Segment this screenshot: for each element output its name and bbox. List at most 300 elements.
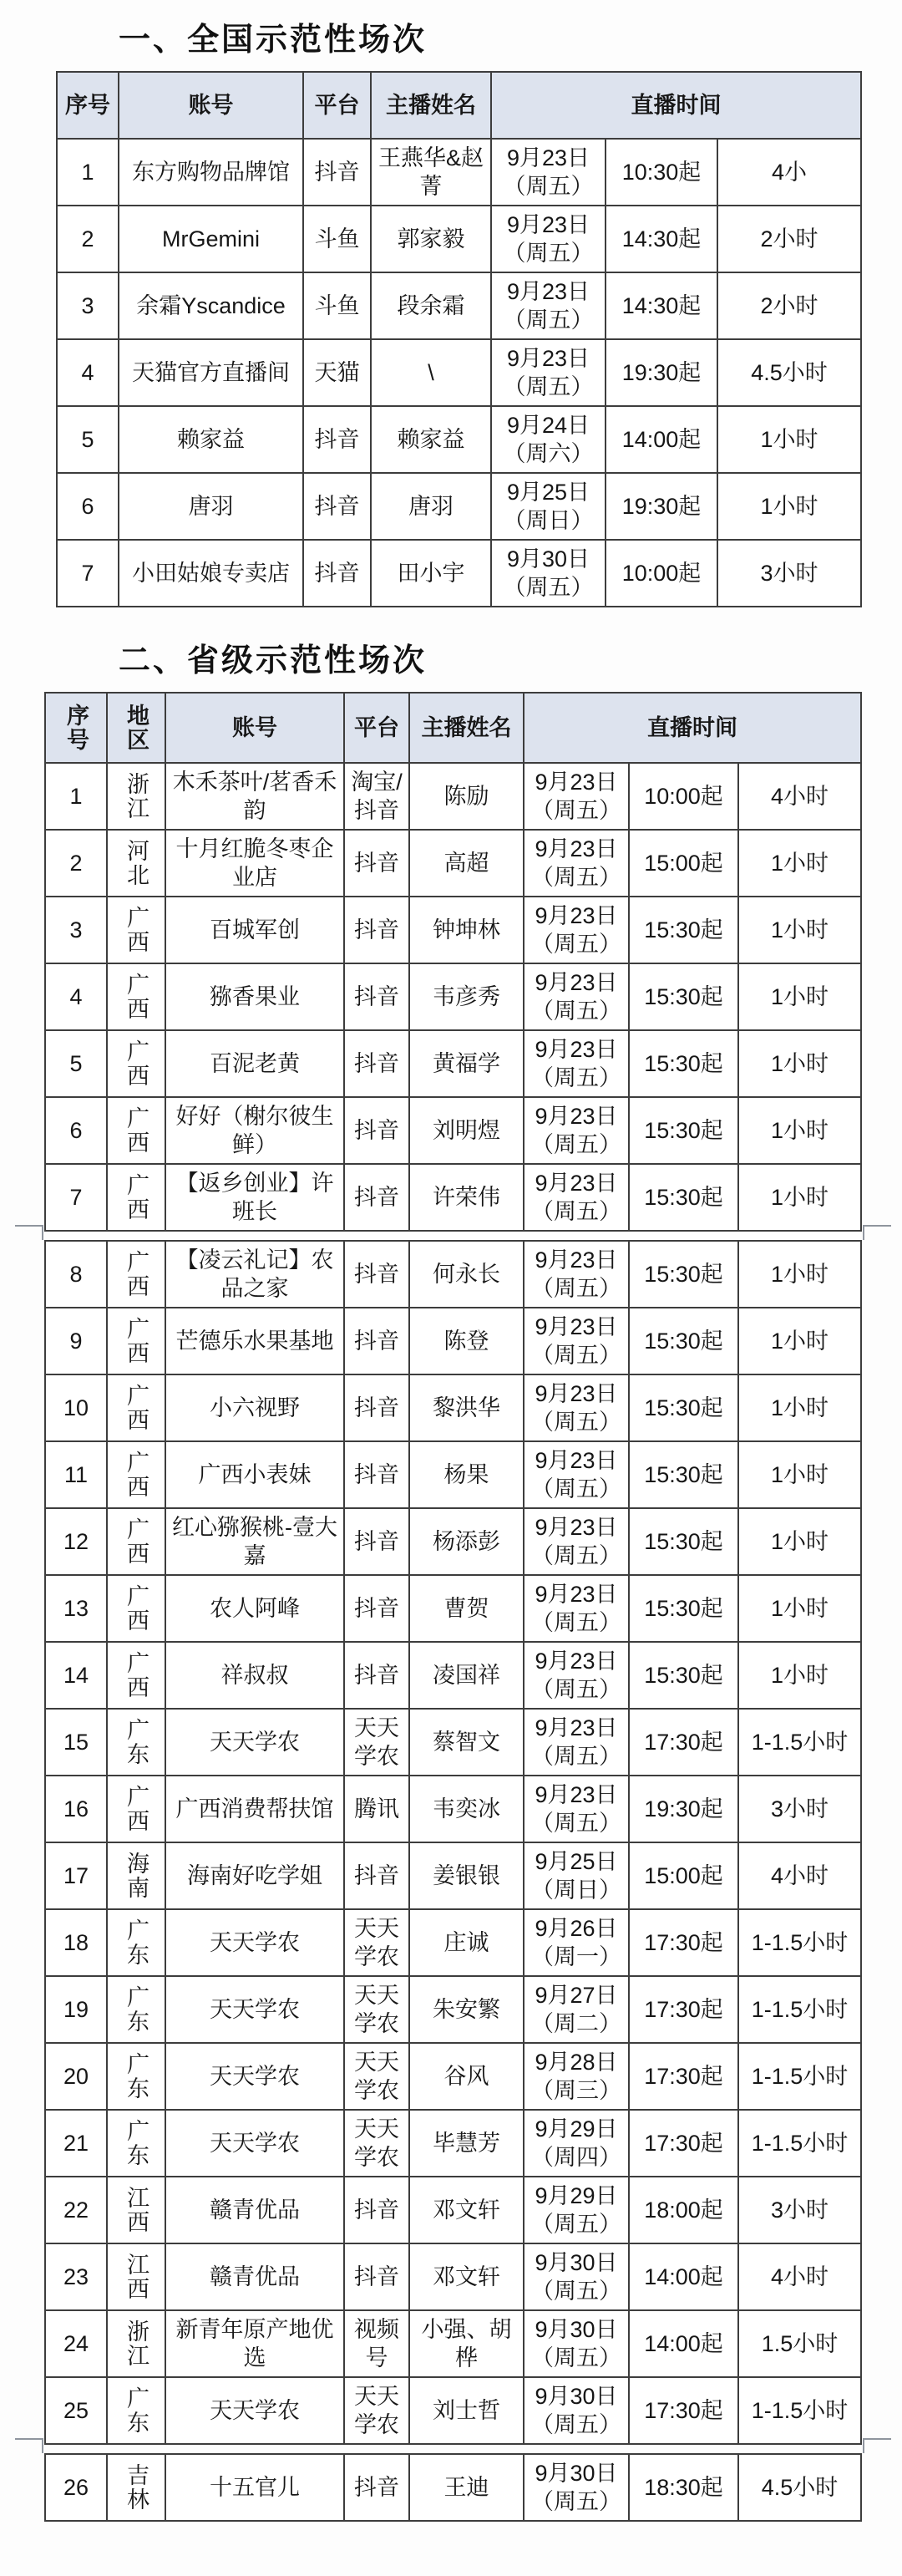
platform-cell: 天天学农 bbox=[344, 2043, 409, 2110]
weekday-text: （周五） bbox=[503, 307, 594, 333]
host-cell: 韦奕冰 bbox=[409, 1776, 524, 1842]
duration-cell: 1小时 bbox=[738, 1642, 861, 1709]
host-cell: 凌国祥 bbox=[409, 1642, 524, 1709]
table-row bbox=[45, 963, 861, 1030]
table-row bbox=[45, 897, 861, 963]
table-row bbox=[45, 1709, 861, 1776]
broadcast-date-cell bbox=[524, 2454, 629, 2521]
row-number-cell: 6 bbox=[45, 1097, 107, 1164]
broadcast-date-cell bbox=[524, 1441, 629, 1508]
host-cell: 蔡智文 bbox=[409, 1709, 524, 1776]
account-cell: 赣青优品 bbox=[165, 2177, 344, 2243]
host-cell: 曹贺 bbox=[409, 1575, 524, 1642]
date-text: 9月25日 bbox=[506, 479, 590, 505]
broadcast-date-cell bbox=[524, 897, 629, 963]
row-number-cell: 11 bbox=[45, 1441, 107, 1508]
platform-cell: 抖音 bbox=[344, 1308, 409, 1374]
row-number-cell: 7 bbox=[45, 1164, 107, 1231]
host-cell: 陈励 bbox=[409, 763, 524, 830]
host-cell: 杨果 bbox=[409, 1441, 524, 1508]
duration-cell: 1小时 bbox=[738, 1508, 861, 1575]
duration-cell: 1-1.5小时 bbox=[738, 1976, 861, 2043]
platform-cell: 天天学农 bbox=[344, 2110, 409, 2177]
duration-cell: 1小时 bbox=[738, 963, 861, 1030]
host-cell: 谷风 bbox=[409, 2043, 524, 2110]
account-cell: 天天学农 bbox=[165, 1709, 344, 1776]
broadcast-date-cell bbox=[491, 339, 606, 406]
platform-cell: 天天学农 bbox=[344, 1909, 409, 1976]
row-number-cell: 17 bbox=[45, 1842, 107, 1909]
broadcast-date-cell bbox=[524, 1909, 629, 1976]
date-text: 9月23日 bbox=[535, 1447, 618, 1473]
region-cell: 广西 bbox=[107, 897, 165, 963]
duration-cell: 1小时 bbox=[738, 1308, 861, 1374]
region-cell: 江西 bbox=[107, 2243, 165, 2310]
account-cell: 海南好吃学姐 bbox=[165, 1842, 344, 1909]
weekday-text: （周五） bbox=[531, 2279, 621, 2304]
account-cell: 赣青优品 bbox=[165, 2243, 344, 2310]
start-time-cell: 10:30起 bbox=[606, 139, 717, 206]
date-text: 9月23日 bbox=[535, 836, 618, 861]
start-time-cell: 15:00起 bbox=[629, 1842, 738, 1909]
row-number-cell: 21 bbox=[45, 2110, 107, 2177]
header-row bbox=[45, 693, 861, 763]
broadcast-date-cell bbox=[524, 1508, 629, 1575]
start-time-cell: 15:30起 bbox=[629, 1030, 738, 1097]
column-header-broadcast-time: 直播时间 bbox=[524, 693, 861, 763]
weekday-text: （周五） bbox=[531, 1410, 621, 1435]
region-cell: 河北 bbox=[107, 830, 165, 897]
date-text: 9月23日 bbox=[535, 1247, 618, 1273]
column-header-platform: 平台 bbox=[303, 72, 371, 139]
date-text: 9月30日 bbox=[506, 546, 590, 572]
duration-cell: 3小时 bbox=[738, 1776, 861, 1842]
account-cell: 芒德乐水果基地 bbox=[165, 1308, 344, 1374]
host-cell: 毕慧芳 bbox=[409, 2110, 524, 2177]
account-cell: 天天学农 bbox=[165, 2110, 344, 2177]
platform-cell: 抖音 bbox=[344, 2177, 409, 2243]
row-number-cell: 4 bbox=[45, 963, 107, 1030]
date-text: 9月23日 bbox=[535, 969, 618, 995]
start-time-cell: 15:30起 bbox=[629, 897, 738, 963]
date-text: 9月30日 bbox=[535, 2383, 618, 2409]
platform-cell: 抖音 bbox=[344, 1508, 409, 1575]
broadcast-date-cell bbox=[524, 2243, 629, 2310]
weekday-text: （周五） bbox=[531, 1543, 621, 1568]
start-time-cell: 14:30起 bbox=[606, 272, 717, 339]
row-number-cell: 6 bbox=[57, 473, 119, 540]
account-cell: 余霜Yscandice bbox=[119, 272, 303, 339]
region-cell: 海南 bbox=[107, 1842, 165, 1909]
broadcast-date-cell bbox=[524, 1575, 629, 1642]
start-time-cell: 19:30起 bbox=[606, 339, 717, 406]
host-cell: 高超 bbox=[409, 830, 524, 897]
table-row bbox=[45, 2110, 861, 2177]
duration-cell: 2小时 bbox=[717, 206, 861, 272]
account-cell: 天天学农 bbox=[165, 1976, 344, 2043]
start-time-cell: 14:00起 bbox=[629, 2310, 738, 2377]
row-number-cell: 19 bbox=[45, 1976, 107, 2043]
duration-cell: 1小时 bbox=[738, 1374, 861, 1441]
table-row bbox=[57, 272, 861, 339]
duration-cell: 3小时 bbox=[717, 540, 861, 607]
host-cell: 韦彦秀 bbox=[409, 963, 524, 1030]
broadcast-date-cell bbox=[524, 1030, 629, 1097]
account-cell: 十月红脆冬枣企业店 bbox=[165, 830, 344, 897]
duration-cell: 4小时 bbox=[738, 2243, 861, 2310]
start-time-cell: 17:30起 bbox=[629, 2110, 738, 2177]
platform-cell: 斗鱼 bbox=[303, 206, 371, 272]
platform-cell: 抖音 bbox=[344, 1842, 409, 1909]
date-text: 9月29日 bbox=[535, 2116, 618, 2142]
region-cell: 广西 bbox=[107, 1030, 165, 1097]
weekday-text: （周一） bbox=[531, 1944, 621, 1969]
host-cell: 朱安繁 bbox=[409, 1976, 524, 2043]
broadcast-date-cell bbox=[491, 473, 606, 540]
region-cell: 广西 bbox=[107, 1308, 165, 1374]
account-cell: 十五官儿 bbox=[165, 2454, 344, 2521]
region-cell: 江西 bbox=[107, 2177, 165, 2243]
weekday-text: （周五） bbox=[531, 1065, 621, 1090]
platform-cell: 淘宝/抖音 bbox=[344, 763, 409, 830]
table-row bbox=[45, 2043, 861, 2110]
host-cell: 赖家益 bbox=[371, 406, 491, 473]
account-cell: 百城军创 bbox=[165, 897, 344, 963]
column-header-host: 主播姓名 bbox=[409, 693, 524, 763]
region-cell: 广西 bbox=[107, 1097, 165, 1164]
broadcast-date-cell bbox=[524, 1097, 629, 1164]
duration-cell: 1-1.5小时 bbox=[738, 2110, 861, 2177]
broadcast-date-cell bbox=[491, 272, 606, 339]
table-row bbox=[57, 139, 861, 206]
start-time-cell: 14:00起 bbox=[606, 406, 717, 473]
weekday-text: （周五） bbox=[531, 932, 621, 957]
row-number-cell: 3 bbox=[57, 272, 119, 339]
account-cell: 天天学农 bbox=[165, 1909, 344, 1976]
row-number-cell: 8 bbox=[45, 1241, 107, 1308]
broadcast-date-cell bbox=[524, 1976, 629, 2043]
duration-cell: 1小时 bbox=[717, 406, 861, 473]
table-row bbox=[45, 1642, 861, 1709]
start-time-cell: 15:30起 bbox=[629, 1308, 738, 1374]
weekday-text: （周五） bbox=[531, 2345, 621, 2370]
start-time-cell: 17:30起 bbox=[629, 1976, 738, 2043]
table-row bbox=[45, 1575, 861, 1642]
account-cell: 祥叔叔 bbox=[165, 1642, 344, 1709]
table-row bbox=[45, 1030, 861, 1097]
platform-cell: 抖音 bbox=[344, 1164, 409, 1231]
region-cell: 广东 bbox=[107, 1909, 165, 1976]
row-number-cell: 23 bbox=[45, 2243, 107, 2310]
start-time-cell: 18:00起 bbox=[629, 2177, 738, 2243]
row-number-cell: 1 bbox=[57, 139, 119, 206]
start-time-cell: 17:30起 bbox=[629, 2377, 738, 2444]
date-text: 9月23日 bbox=[535, 1581, 618, 1607]
region-cell: 广西 bbox=[107, 1776, 165, 1842]
table-row bbox=[45, 2243, 861, 2310]
account-cell: 小田姑娘专卖店 bbox=[119, 540, 303, 607]
region-cell: 广西 bbox=[107, 963, 165, 1030]
row-number-cell: 2 bbox=[57, 206, 119, 272]
account-cell: 红心猕猴桃-壹大嘉 bbox=[165, 1508, 344, 1575]
platform-cell: 抖音 bbox=[303, 406, 371, 473]
schedule-table-provincial bbox=[44, 692, 862, 2522]
host-cell: 何永长 bbox=[409, 1241, 524, 1308]
weekday-text: （周五） bbox=[531, 1811, 621, 1836]
account-cell: 广西消费帮扶馆 bbox=[165, 1776, 344, 1842]
table-row bbox=[45, 1441, 861, 1508]
platform-cell: 抖音 bbox=[344, 963, 409, 1030]
table-row bbox=[45, 2177, 861, 2243]
page-break-row bbox=[45, 2444, 861, 2454]
table-row bbox=[45, 1374, 861, 1441]
account-cell: 广西小表妹 bbox=[165, 1441, 344, 1508]
weekday-text: （周五） bbox=[503, 575, 594, 600]
duration-cell: 1-1.5小时 bbox=[738, 2377, 861, 2444]
region-cell: 广西 bbox=[107, 1374, 165, 1441]
weekday-text: （周五） bbox=[531, 1276, 621, 1301]
broadcast-date-cell bbox=[524, 763, 629, 830]
row-number-cell: 24 bbox=[45, 2310, 107, 2377]
broadcast-date-cell bbox=[524, 1709, 629, 1776]
region-cell: 广东 bbox=[107, 2377, 165, 2444]
start-time-cell: 10:00起 bbox=[629, 763, 738, 830]
date-text: 9月25日 bbox=[535, 1848, 618, 1874]
host-cell: 许荣伟 bbox=[409, 1164, 524, 1231]
account-cell: 天天学农 bbox=[165, 2043, 344, 2110]
broadcast-date-cell bbox=[524, 2310, 629, 2377]
date-text: 9月23日 bbox=[535, 1380, 618, 1406]
account-cell: 新青年原产地优选 bbox=[165, 2310, 344, 2377]
region-cell: 广西 bbox=[107, 1575, 165, 1642]
weekday-text: （周六） bbox=[503, 441, 594, 466]
platform-cell: 抖音 bbox=[344, 1097, 409, 1164]
table-row bbox=[45, 1976, 861, 2043]
table-row bbox=[45, 763, 861, 830]
page-break-gap bbox=[45, 1231, 861, 1241]
date-text: 9月23日 bbox=[506, 145, 590, 170]
row-number-cell: 13 bbox=[45, 1575, 107, 1642]
duration-cell: 1.5小时 bbox=[738, 2310, 861, 2377]
row-number-cell: 20 bbox=[45, 2043, 107, 2110]
page-break-gap bbox=[45, 2444, 861, 2454]
table-row bbox=[45, 1097, 861, 1164]
date-text: 9月23日 bbox=[535, 1514, 618, 1540]
row-number-cell: 12 bbox=[45, 1508, 107, 1575]
region-cell: 广东 bbox=[107, 2043, 165, 2110]
column-header-no: 序号 bbox=[45, 693, 107, 763]
weekday-text: （周五） bbox=[531, 998, 621, 1024]
platform-cell: 抖音 bbox=[344, 1575, 409, 1642]
weekday-text: （周五） bbox=[531, 2412, 621, 2437]
date-text: 9月30日 bbox=[535, 2460, 618, 2486]
broadcast-date-cell bbox=[491, 406, 606, 473]
date-text: 9月23日 bbox=[535, 1170, 618, 1196]
date-text: 9月23日 bbox=[535, 769, 618, 795]
start-time-cell: 17:30起 bbox=[629, 2043, 738, 2110]
date-text: 9月23日 bbox=[506, 211, 590, 237]
host-cell: 郭家毅 bbox=[371, 206, 491, 272]
start-time-cell: 15:30起 bbox=[629, 1374, 738, 1441]
duration-cell: 4小 bbox=[717, 139, 861, 206]
column-header-no: 序号 bbox=[57, 72, 119, 139]
broadcast-date-cell bbox=[491, 540, 606, 607]
duration-cell: 1小时 bbox=[738, 897, 861, 963]
duration-cell: 3小时 bbox=[738, 2177, 861, 2243]
duration-cell: 4小时 bbox=[738, 1842, 861, 1909]
platform-cell: 抖音 bbox=[344, 1441, 409, 1508]
region-cell: 广西 bbox=[107, 1241, 165, 1308]
date-text: 9月23日 bbox=[535, 1715, 618, 1740]
date-text: 9月23日 bbox=[535, 1036, 618, 1062]
table-row bbox=[45, 2310, 861, 2377]
start-time-cell: 18:30起 bbox=[629, 2454, 738, 2521]
start-time-cell: 15:30起 bbox=[629, 1642, 738, 1709]
platform-cell: 抖音 bbox=[344, 897, 409, 963]
weekday-text: （周三） bbox=[531, 2078, 621, 2103]
start-time-cell: 19:30起 bbox=[629, 1776, 738, 1842]
account-cell: 天天学农 bbox=[165, 2377, 344, 2444]
start-time-cell: 15:30起 bbox=[629, 1508, 738, 1575]
weekday-text: （周五） bbox=[531, 2489, 621, 2514]
broadcast-date-cell bbox=[524, 1241, 629, 1308]
table-body bbox=[45, 763, 861, 2521]
account-cell: 【凌云礼记】农品之家 bbox=[165, 1241, 344, 1308]
host-cell: 庄诚 bbox=[409, 1909, 524, 1976]
account-cell: 天猫官方直播间 bbox=[119, 339, 303, 406]
platform-cell: 天天学农 bbox=[344, 1709, 409, 1776]
broadcast-date-cell bbox=[524, 1776, 629, 1842]
broadcast-date-cell bbox=[524, 1842, 629, 1909]
row-number-cell: 9 bbox=[45, 1308, 107, 1374]
broadcast-date-cell bbox=[524, 1308, 629, 1374]
host-cell: 段余霜 bbox=[371, 272, 491, 339]
region-cell: 浙江 bbox=[107, 2310, 165, 2377]
host-cell: 王燕华&赵菁 bbox=[371, 139, 491, 206]
row-number-cell: 22 bbox=[45, 2177, 107, 2243]
host-cell: 田小宇 bbox=[371, 540, 491, 607]
table-row bbox=[45, 1909, 861, 1976]
start-time-cell: 14:00起 bbox=[629, 2243, 738, 2310]
date-text: 9月28日 bbox=[535, 2049, 618, 2075]
platform-cell: 抖音 bbox=[303, 473, 371, 540]
region-cell: 广东 bbox=[107, 1976, 165, 2043]
column-header-host: 主播姓名 bbox=[371, 72, 491, 139]
row-number-cell: 25 bbox=[45, 2377, 107, 2444]
platform-cell: 天猫 bbox=[303, 339, 371, 406]
broadcast-date-cell bbox=[524, 2110, 629, 2177]
broadcast-date-cell bbox=[524, 1164, 629, 1231]
date-text: 9月30日 bbox=[535, 2316, 618, 2342]
table-row bbox=[45, 2454, 861, 2521]
row-number-cell: 14 bbox=[45, 1642, 107, 1709]
date-text: 9月23日 bbox=[535, 1103, 618, 1129]
start-time-cell: 15:30起 bbox=[629, 1575, 738, 1642]
account-cell: 唐羽 bbox=[119, 473, 303, 540]
broadcast-date-cell bbox=[524, 2377, 629, 2444]
region-cell: 广西 bbox=[107, 1508, 165, 1575]
host-cell: 黎洪华 bbox=[409, 1374, 524, 1441]
duration-cell: 4小时 bbox=[738, 763, 861, 830]
table-row bbox=[45, 1842, 861, 1909]
date-text: 9月29日 bbox=[535, 2182, 618, 2208]
table-row bbox=[45, 1776, 861, 1842]
duration-cell: 1-1.5小时 bbox=[738, 1909, 861, 1976]
table-row bbox=[45, 1508, 861, 1575]
row-number-cell: 2 bbox=[45, 830, 107, 897]
duration-cell: 1小时 bbox=[738, 1441, 861, 1508]
region-cell: 广西 bbox=[107, 1164, 165, 1231]
account-cell: 好好（榭尔彼生鲜） bbox=[165, 1097, 344, 1164]
table-body bbox=[57, 139, 861, 607]
table-header bbox=[57, 72, 861, 139]
broadcast-date-cell bbox=[524, 963, 629, 1030]
host-cell: 王迪 bbox=[409, 2454, 524, 2521]
account-cell: 【返乡创业】许班长 bbox=[165, 1164, 344, 1231]
duration-cell: 2小时 bbox=[717, 272, 861, 339]
weekday-text: （周五） bbox=[531, 865, 621, 890]
host-cell: 姜银银 bbox=[409, 1842, 524, 1909]
start-time-cell: 17:30起 bbox=[629, 1709, 738, 1776]
platform-cell: 天天学农 bbox=[344, 1976, 409, 2043]
row-number-cell: 5 bbox=[45, 1030, 107, 1097]
host-cell: 唐羽 bbox=[371, 473, 491, 540]
row-number-cell: 10 bbox=[45, 1374, 107, 1441]
platform-cell: 抖音 bbox=[303, 540, 371, 607]
date-text: 9月23日 bbox=[535, 902, 618, 928]
table-row bbox=[57, 406, 861, 473]
weekday-text: （周五） bbox=[531, 1132, 621, 1157]
duration-cell: 1小时 bbox=[738, 1241, 861, 1308]
date-text: 9月30日 bbox=[535, 2249, 618, 2275]
account-cell: MrGemini bbox=[119, 206, 303, 272]
platform-cell: 腾讯 bbox=[344, 1776, 409, 1842]
start-time-cell: 15:30起 bbox=[629, 1441, 738, 1508]
table-header bbox=[45, 693, 861, 763]
date-text: 9月26日 bbox=[535, 1915, 618, 1941]
page-break-row bbox=[45, 1231, 861, 1241]
host-cell: 钟坤林 bbox=[409, 897, 524, 963]
table-row bbox=[45, 2377, 861, 2444]
host-cell: 邓文轩 bbox=[409, 2243, 524, 2310]
table-row bbox=[45, 830, 861, 897]
row-number-cell: 5 bbox=[57, 406, 119, 473]
platform-cell: 抖音 bbox=[344, 1030, 409, 1097]
platform-cell: 抖音 bbox=[344, 1374, 409, 1441]
weekday-text: （周五） bbox=[531, 2212, 621, 2237]
row-number-cell: 26 bbox=[45, 2454, 107, 2521]
duration-cell: 1-1.5小时 bbox=[738, 2043, 861, 2110]
account-cell: 百泥老黄 bbox=[165, 1030, 344, 1097]
date-text: 9月23日 bbox=[535, 1781, 618, 1807]
table-row bbox=[57, 473, 861, 540]
row-number-cell: 18 bbox=[45, 1909, 107, 1976]
account-cell: 小六视野 bbox=[165, 1374, 344, 1441]
weekday-text: （周日） bbox=[503, 508, 594, 533]
weekday-text: （周五） bbox=[531, 1744, 621, 1769]
row-number-cell: 16 bbox=[45, 1776, 107, 1842]
start-time-cell: 14:30起 bbox=[606, 206, 717, 272]
table-row bbox=[45, 1308, 861, 1374]
start-time-cell: 15:30起 bbox=[629, 963, 738, 1030]
table-row bbox=[57, 206, 861, 272]
schedule-table-national bbox=[56, 71, 862, 607]
start-time-cell: 15:00起 bbox=[629, 830, 738, 897]
account-cell: 赖家益 bbox=[119, 406, 303, 473]
weekday-text: （周五） bbox=[503, 241, 594, 266]
row-number-cell: 4 bbox=[57, 339, 119, 406]
duration-cell: 1小时 bbox=[738, 1097, 861, 1164]
